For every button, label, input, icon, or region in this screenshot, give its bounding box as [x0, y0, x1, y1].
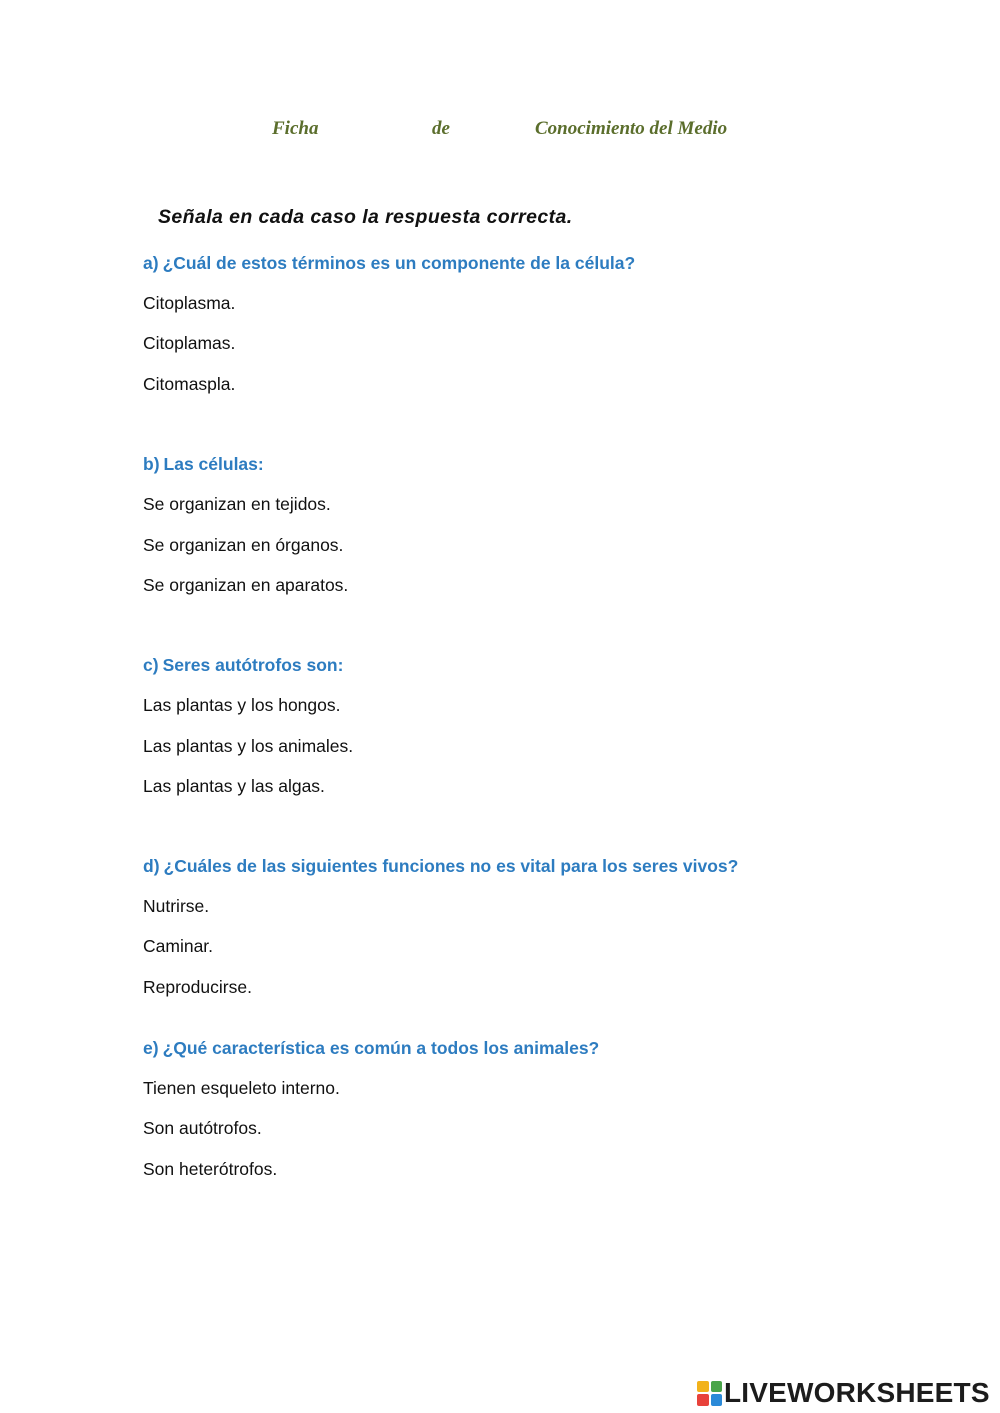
option-b-1[interactable]: Se organizan en tejidos.	[143, 494, 331, 514]
question-letter: d)	[143, 856, 160, 876]
question-letter: b)	[143, 454, 160, 474]
option-c-3[interactable]: Las plantas y las algas.	[143, 776, 325, 796]
option-e-2[interactable]: Son autótrofos.	[143, 1118, 262, 1138]
question-text: ¿Qué característica es común a todos los animales?	[162, 1038, 600, 1058]
option-c-1[interactable]: Las plantas y los hongos.	[143, 695, 341, 715]
title-word-ficha: Ficha	[272, 118, 319, 139]
logo-square	[711, 1381, 723, 1393]
option-a-3[interactable]: Citomaspla.	[143, 374, 236, 394]
question-letter: c)	[143, 655, 159, 675]
question-letter: e)	[143, 1038, 159, 1058]
logo-square	[711, 1394, 723, 1406]
question-d	[143, 856, 738, 877]
option-b-2[interactable]: Se organizan en órganos.	[143, 535, 344, 555]
logo-text: LIVEWORKSHEETS	[724, 1377, 990, 1408]
option-d-3[interactable]: Reproducirse.	[143, 977, 252, 997]
option-b-3[interactable]: Se organizan en aparatos.	[143, 575, 349, 595]
question-c	[143, 655, 343, 676]
question-letter: a)	[143, 253, 159, 273]
logo-square	[697, 1394, 709, 1406]
question-text: ¿Cuáles de las siguientes funciones no es vital para los seres vivos?	[163, 856, 739, 876]
option-d-2[interactable]: Caminar.	[143, 936, 214, 956]
question-e	[143, 1038, 599, 1059]
question-a	[143, 253, 635, 274]
option-e-3[interactable]: Son heterótrofos.	[143, 1159, 278, 1179]
option-c-2[interactable]: Las plantas y los animales.	[143, 736, 354, 756]
logo-square	[697, 1381, 709, 1393]
option-a-1[interactable]: Citoplasma.	[143, 293, 236, 313]
instruction-text: Señala en cada caso la respuesta correcta.	[158, 206, 573, 228]
question-text: Las células:	[163, 454, 264, 474]
title-word-de: de	[432, 118, 450, 139]
logo-mark-icon	[697, 1381, 722, 1406]
liveworksheets-logo[interactable]	[697, 1377, 990, 1409]
question-text: Seres autótrofos son:	[162, 655, 344, 675]
option-a-2[interactable]: Citoplamas.	[143, 333, 236, 353]
question-b	[143, 454, 264, 475]
question-text: ¿Cuál de estos términos es un componente de la célula?	[162, 253, 636, 273]
option-d-1[interactable]: Nutrirse.	[143, 896, 210, 916]
option-e-1[interactable]: Tienen esqueleto interno.	[143, 1078, 340, 1098]
title-word-subject: Conocimiento del Medio	[535, 118, 728, 139]
